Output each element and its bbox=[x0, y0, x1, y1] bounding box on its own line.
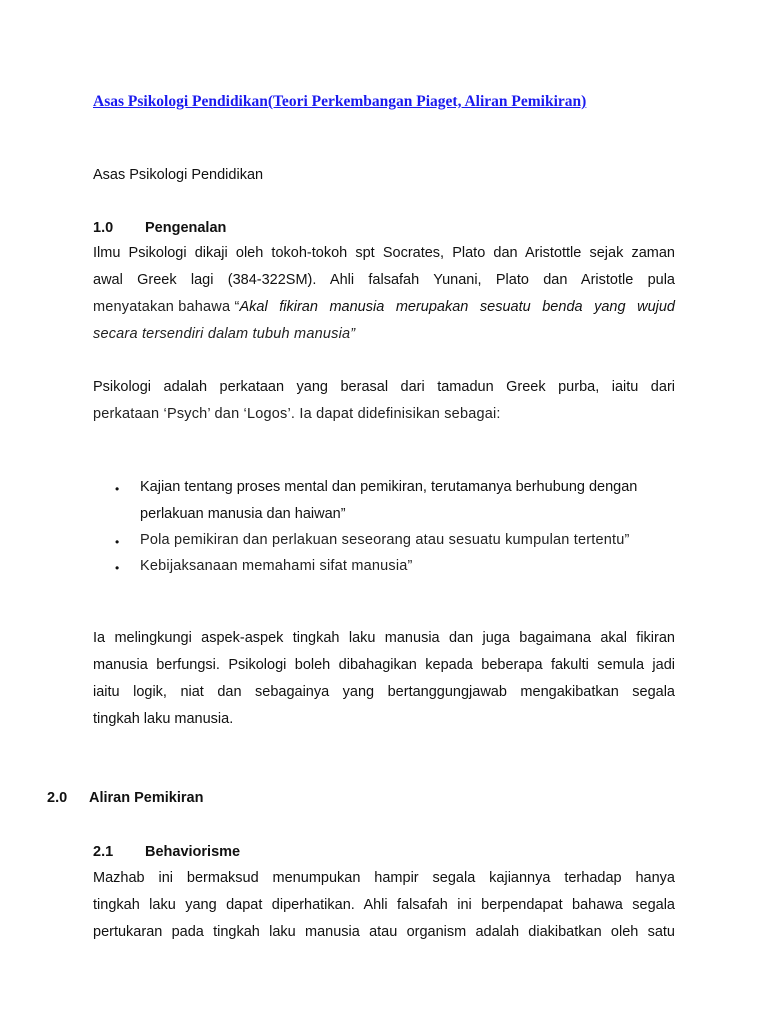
document-title-link[interactable]: Asas Psikologi Pendidikan(Teori Perkembangan Piaget, Aliran Pemikiran) bbox=[93, 93, 587, 110]
para2-line1: Psikologi adalah perkataan yang berasal dari tamadun Greek purba, iaitu dari bbox=[93, 379, 675, 395]
bullet-1-line1: Kajian tentang proses mental dan pemikiran, terutamanya berhubung dengan bbox=[140, 479, 638, 495]
section-2-number: 2.0 bbox=[47, 790, 68, 806]
section-1-number: 1.0 bbox=[93, 220, 114, 236]
para3-line3: iaitu logik, niat dan sebagainya yang bertanggungjawab mengakibatkan segala bbox=[93, 684, 675, 700]
bullet-dot: • bbox=[115, 535, 120, 549]
bullet-2: Pola pemikiran dan perlakuan seseorang atau sesuatu kumpulan tertentu” bbox=[140, 532, 630, 548]
main-heading: Asas Psikologi Pendidikan bbox=[93, 167, 264, 183]
para1-line3-intro: menyatakan bahawa “ bbox=[93, 299, 240, 315]
para4-line3: pertukaran pada tingkah laku manusia atau organism adalah diakibatkan oleh satu bbox=[93, 924, 675, 940]
para3-line1: Ia melingkungi aspek-aspek tingkah laku manusia dan juga bagaimana akal fikiran bbox=[93, 630, 675, 646]
para3-line2: manusia berfungsi. Psikologi boleh dibahagikan kepada beberapa fakulti semula jadi bbox=[93, 657, 675, 673]
section-2-1-title: Behaviorisme bbox=[145, 844, 241, 860]
para1-line2: awal Greek lagi (384-322SM). Ahli falsafah Yunani, Plato dan Aristotle pula bbox=[93, 272, 675, 288]
bullet-3: Kebijaksanaan memahami sifat manusia” bbox=[140, 558, 413, 574]
para4-line2: tingkah laku yang dapat diperhatikan. Ahli falsafah ini berpendapat bahawa segala bbox=[93, 897, 675, 913]
bullet-dot: • bbox=[115, 482, 120, 496]
para1-line3 bbox=[93, 299, 675, 315]
section-2-title: Aliran Pemikiran bbox=[89, 790, 204, 806]
para1-quote: Akal fikiran manusia merupakan sesuatu benda yang wujud bbox=[239, 299, 675, 315]
para1-line4: secara tersendiri dalam tubuh manusia” bbox=[93, 326, 356, 342]
para2-line2: perkataan ‘Psych’ dan ‘Logos’. Ia dapat didefinisikan sebagai: bbox=[93, 406, 501, 422]
bullet-dot: • bbox=[115, 561, 120, 575]
para4-line1: Mazhab ini bermaksud menumpukan hampir segala kajiannya terhadap hanya bbox=[93, 870, 675, 886]
section-1-title: Pengenalan bbox=[145, 220, 227, 236]
section-2-1-number: 2.1 bbox=[93, 844, 114, 860]
para3-line4: tingkah laku manusia. bbox=[93, 711, 234, 727]
para1-line1: Ilmu Psikologi dikaji oleh tokoh-tokoh spt Socrates, Plato dan Aristottle sejak zaman bbox=[93, 245, 675, 261]
bullet-1-line2: perlakuan manusia dan haiwan” bbox=[140, 506, 346, 522]
